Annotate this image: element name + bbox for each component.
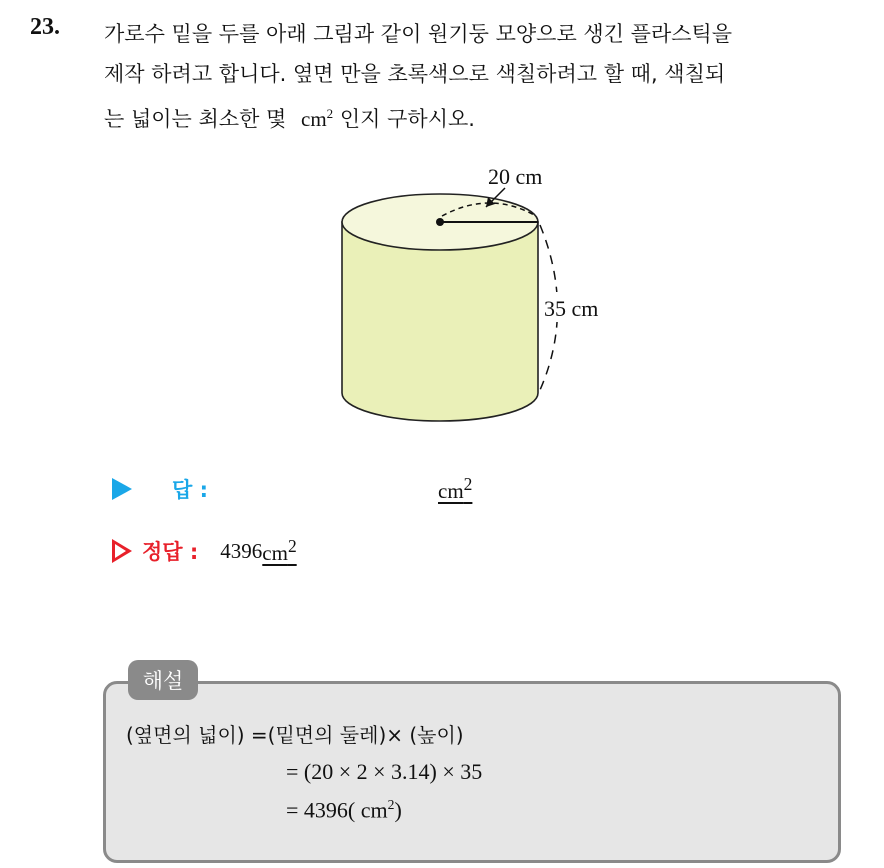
explanation-line-1-text: (옆면의 넓이) =(밑면의 둘레)× (높이) xyxy=(126,723,464,747)
question-line-3-prefix: 는 넓이는 최소한 몇 xyxy=(104,107,287,131)
height-label: 35 cm xyxy=(544,296,599,321)
question-unit-base: cm xyxy=(301,107,327,131)
correct-unit-exp: 2 xyxy=(287,536,297,556)
correct-triangle-icon xyxy=(112,539,132,563)
answer-row xyxy=(112,474,472,504)
question-line-3 xyxy=(104,94,864,139)
correct-value: 4396 xyxy=(220,538,263,563)
correct-label: 정답 : xyxy=(142,540,199,564)
question-line-1: 가로수 밑을 두를 아래 그림과 같이 원기둥 모양으로 생긴 플라스틱을 xyxy=(104,22,733,46)
question-text xyxy=(104,14,864,139)
question-unit-exp: 2 xyxy=(326,106,334,121)
cylinder-side xyxy=(342,222,538,421)
explanation-line-3-suffix: ) xyxy=(394,797,402,823)
question-line-2: 제작 하려고 합니다. 옆면 만을 초록색으로 색칠하려고 할 때, 색칠되 xyxy=(104,62,726,86)
question-number: 23. xyxy=(30,14,60,40)
explanation-line-1 xyxy=(126,719,464,748)
answer-unit-exp: 2 xyxy=(463,474,473,494)
explanation-line-3-exp: 2 xyxy=(387,797,395,812)
correct-answer-row xyxy=(112,536,297,566)
answer-unit-base: cm xyxy=(438,479,464,503)
correct-unit xyxy=(262,536,296,566)
answer-label: 답 : xyxy=(172,478,208,502)
center-point xyxy=(436,218,444,226)
cylinder-diagram xyxy=(330,150,650,440)
cylinder-figure xyxy=(330,150,650,440)
correct-unit-base: cm xyxy=(262,541,288,565)
explanation-line-3 xyxy=(286,797,402,823)
explanation-line-2: = (20 × 2 × 3.14) × 35 xyxy=(286,759,483,784)
answer-unit[interactable] xyxy=(438,474,472,504)
question-unit xyxy=(301,107,333,131)
explanation-line-3-prefix: = 4396( cm xyxy=(286,797,388,823)
radius-label: 20 cm xyxy=(488,164,543,189)
explanation-tab: 해설 xyxy=(128,660,198,700)
question-line-3-suffix: 인지 구하시오. xyxy=(339,107,475,131)
answer-triangle-icon xyxy=(112,478,132,500)
